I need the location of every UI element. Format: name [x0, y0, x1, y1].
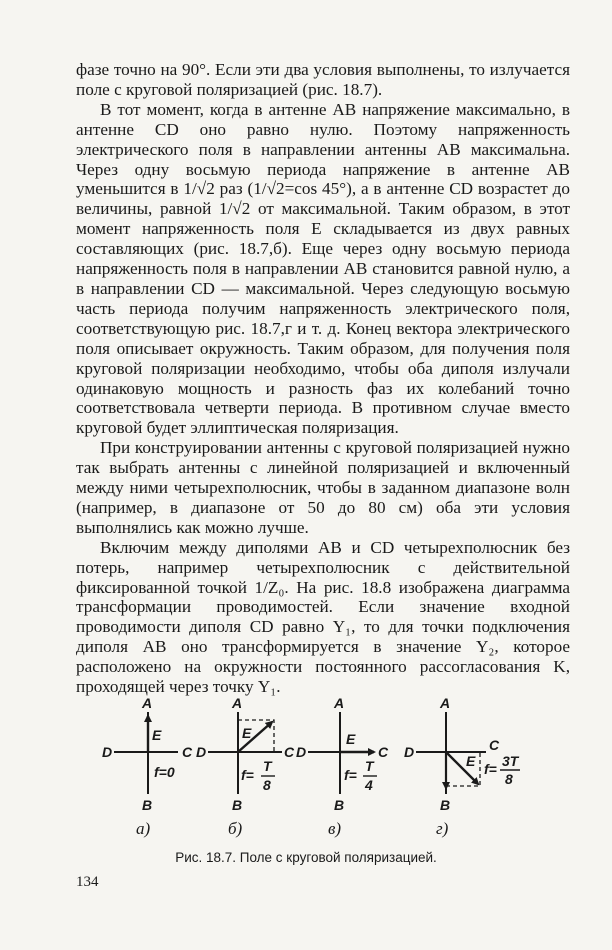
paragraph-2: В тот момент, когда в антенне AB напряжение максимально, в антенне CD оно равно нулю. Поэтому напряженность электрического поля в направлении антенны AB максимальна. Через одну восьмую периода напряжение в антенне AB уменьшится в 1/√2 раз (1/√2=cos 45°), а в антенне CD возрастет до величины, равной 1/√2 от максимальной. Таким образом, в этот момент напряженность поля E складывается из двух равных составляющих (рис. 18.7,б). Еще через одну восьмую периода напряженность поля в направлении AB становится равной нулю, а в направлении CD — максимальной. Через следующую восьмую часть периода получим напряженность электрического поля, соответствующую рис. 18.7,г и т. д. Конец вектора электрического поля описывает окружность. Таким образом, для получения поля круговой поляризации необходимо, чтобы оба диполя излучали одинаковую мощность и разность фаз их колебаний точно соответствовала четверти периода. В противном случае вместо круговой будет эллиптическая поляризация. [76, 99, 570, 438]
label-e: E [466, 753, 476, 769]
label-d: D [102, 744, 113, 760]
time-label: f=0 [154, 764, 175, 780]
figure-18-7 [96, 690, 566, 850]
time-numerator: T [263, 758, 272, 774]
label-c: C [284, 744, 295, 760]
panel-a [102, 695, 193, 838]
page-number: 134 [76, 874, 99, 890]
field-diagram [96, 690, 566, 850]
label-a: A [334, 695, 345, 711]
paragraph-4: Включим между диполями AB и CD четырехполюсник без потерь, например четырехполюсник с действительной фиксированной точкой 1/Z₀. На рис. 18.8 изображена диаграмма трансформации проводимостей. Если значение входной проводимости диполя CD равно Y₁, то для точки подключения диполя AB оно трансформируется в значение Y₂, которое расположено на окружности постоянного рассогласования K, проходящей через точку Y₁. [76, 537, 570, 697]
label-d: D [404, 744, 415, 760]
label-a: A [232, 695, 243, 711]
time-label: f= [484, 761, 497, 777]
sub-label-b: б) [228, 819, 243, 838]
time-denominator: 4 [365, 777, 373, 793]
label-d: D [296, 744, 307, 760]
panel-c [296, 695, 389, 838]
label-b: B [232, 797, 243, 813]
paragraph-1: фазе точно на 90°. Если эти два условия выполнены, то излучается поле с круговой поляризацией (рис. 18.7). [76, 60, 570, 99]
paragraph-3: При конструировании антенны с круговой поляризацией нужно так выбрать антенны с линейной поляризацией и включенный между ними четырехполюсник, чтобы в заданном диапазоне волн (например, в диапазоне от 50 до 80 см) оба эти условия выполнялись как можно лучше. [76, 438, 570, 537]
time-denominator: 8 [263, 777, 271, 793]
label-a: A [142, 695, 153, 711]
time-numerator: 3T [502, 753, 519, 769]
label-c: C [378, 744, 389, 760]
sub-label-a: а) [136, 819, 151, 838]
label-b: B [334, 797, 345, 813]
label-b: B [142, 797, 153, 813]
figure-caption: Рис. 18.7. Поле с круговой поляризацией. [175, 850, 437, 865]
sub-label-c: в) [328, 819, 342, 838]
label-e: E [242, 725, 252, 741]
label-d: D [196, 744, 207, 760]
label-c: C [489, 737, 500, 753]
label-b: B [440, 797, 451, 813]
time-label: f= [344, 767, 357, 783]
label-e: E [152, 727, 162, 743]
label-c: C [182, 744, 193, 760]
time-numerator: T [365, 758, 374, 774]
sub-label-d: г) [436, 819, 449, 838]
time-denominator: 8 [505, 771, 513, 787]
panel-d [404, 695, 520, 838]
time-label: f= [241, 767, 254, 783]
label-e: E [346, 731, 356, 747]
label-a: A [440, 695, 451, 711]
panel-b [196, 695, 295, 838]
body-text [76, 60, 570, 697]
